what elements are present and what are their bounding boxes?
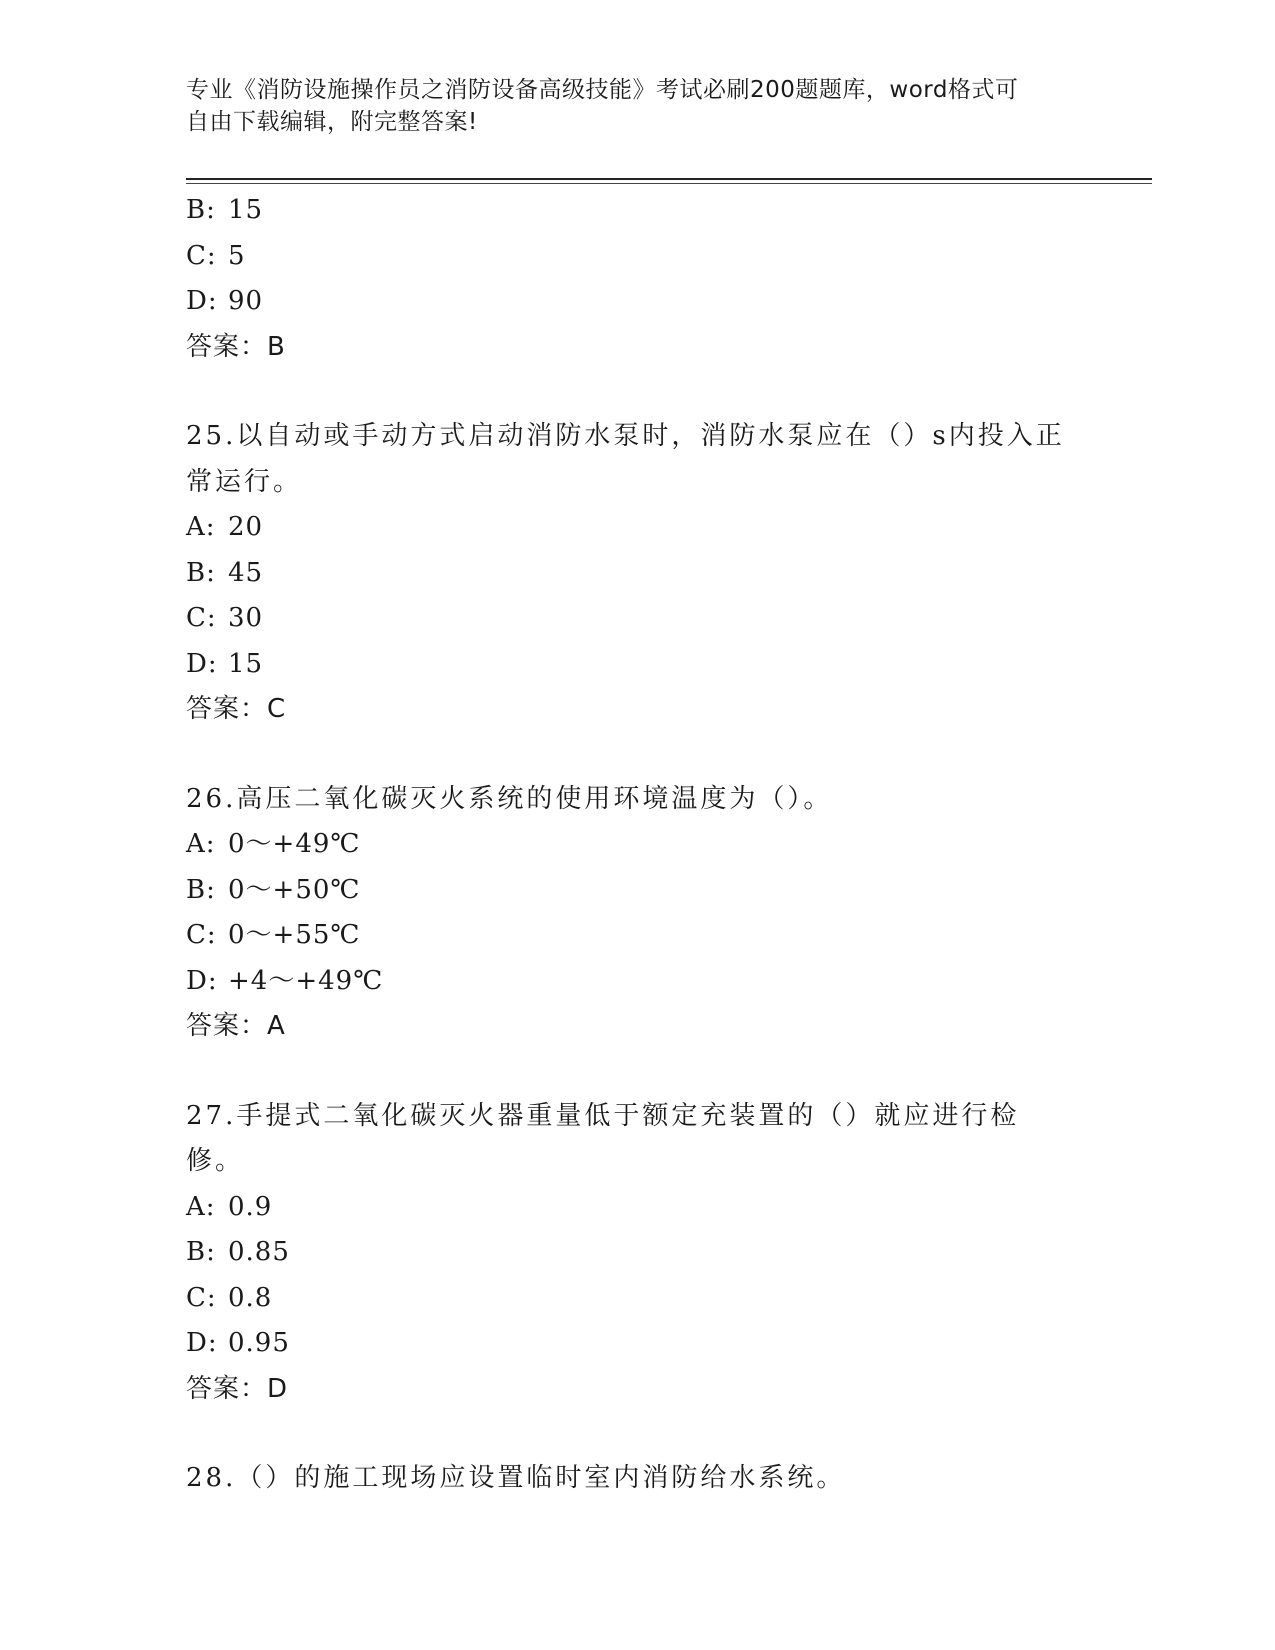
option-b bbox=[186, 188, 1086, 234]
question-line-1: 28.（）的施工现场应设置临时室内消防给水系统。 bbox=[186, 1463, 846, 1493]
option-b bbox=[186, 551, 1086, 597]
question-block-26 bbox=[186, 777, 1086, 1050]
question-line-2: 常运行。 bbox=[186, 466, 303, 497]
option-text: 0～+49℃ bbox=[228, 829, 361, 859]
answer-line: 答案：D bbox=[186, 1373, 289, 1404]
option-text: 0.8 bbox=[228, 1282, 273, 1313]
option-text: 0.85 bbox=[228, 1237, 290, 1267]
header-divider-thick bbox=[186, 178, 1152, 180]
option-text: 30 bbox=[228, 603, 264, 633]
option-letter: B: bbox=[186, 874, 216, 905]
answer-line: 答案：B bbox=[186, 331, 286, 362]
option-c bbox=[186, 913, 1086, 959]
option-a bbox=[186, 822, 1086, 868]
question-block-24 bbox=[186, 188, 1086, 370]
question-block-25 bbox=[186, 414, 1086, 733]
option-text: 20 bbox=[228, 512, 264, 542]
option-letter: B: bbox=[186, 557, 216, 588]
option-letter: D: bbox=[186, 648, 218, 679]
option-letter: B: bbox=[186, 1237, 216, 1267]
option-letter: D: bbox=[186, 1328, 218, 1358]
option-letter: C: bbox=[186, 240, 217, 271]
option-text: 15 bbox=[228, 195, 264, 225]
question-text bbox=[186, 1094, 1066, 1185]
option-d bbox=[186, 279, 1086, 325]
option-letter: A: bbox=[186, 512, 216, 542]
question-text bbox=[186, 1456, 1066, 1502]
answer-line: 答案：C bbox=[186, 694, 287, 724]
option-b bbox=[186, 868, 1086, 914]
option-c bbox=[186, 234, 1086, 280]
option-text: +4～+49℃ bbox=[228, 965, 384, 996]
header-line-2: 自由下载编辑，附完整答案! bbox=[186, 109, 478, 135]
option-text: 0.9 bbox=[228, 1191, 273, 1222]
option-text: 90 bbox=[228, 286, 264, 316]
answer-line: 答案：A bbox=[186, 1011, 286, 1041]
option-c bbox=[186, 596, 1086, 642]
question-block-28 bbox=[186, 1456, 1086, 1502]
option-d bbox=[186, 959, 1086, 1005]
option-text: 0～+50℃ bbox=[228, 874, 361, 905]
header-divider-thin bbox=[186, 183, 1152, 184]
header-line-1: 专业《消防设施操作员之消防设备高级技能》考试必刷200题题库，word格式可 bbox=[186, 77, 1019, 103]
question-line-1: 27.手提式二氧化碳灭火器重量低于额定充装置的（）就应进行检修。 bbox=[186, 1100, 1020, 1176]
option-letter: A: bbox=[186, 1191, 216, 1222]
option-letter: D: bbox=[186, 965, 218, 996]
question-line-1: 25.以自动或手动方式启动消防水泵时，消防水泵应在（）s内投入正 bbox=[186, 421, 1065, 451]
question-list bbox=[186, 188, 1086, 1502]
question-block-27 bbox=[186, 1094, 1086, 1413]
option-c bbox=[186, 1276, 1086, 1322]
question-text bbox=[186, 414, 1066, 505]
option-text: 45 bbox=[228, 557, 264, 588]
option-letter: C: bbox=[186, 920, 217, 950]
option-letter: B: bbox=[186, 195, 216, 225]
option-a bbox=[186, 1185, 1086, 1231]
document-header bbox=[186, 74, 1066, 138]
option-b bbox=[186, 1230, 1086, 1276]
option-text: 5 bbox=[228, 240, 246, 271]
option-text: 15 bbox=[228, 648, 264, 679]
option-text: 0.95 bbox=[228, 1328, 290, 1358]
option-d bbox=[186, 642, 1086, 688]
option-letter: D: bbox=[186, 286, 218, 316]
option-a bbox=[186, 505, 1086, 551]
question-text bbox=[186, 777, 1066, 823]
option-d bbox=[186, 1321, 1086, 1367]
option-letter: C: bbox=[186, 603, 217, 633]
option-text: 0～+55℃ bbox=[228, 920, 361, 950]
question-line-1: 26.高压二氧化碳灭火系统的使用环境温度为（）。 bbox=[186, 783, 833, 814]
option-letter: C: bbox=[186, 1282, 217, 1313]
option-letter: A: bbox=[186, 829, 216, 859]
